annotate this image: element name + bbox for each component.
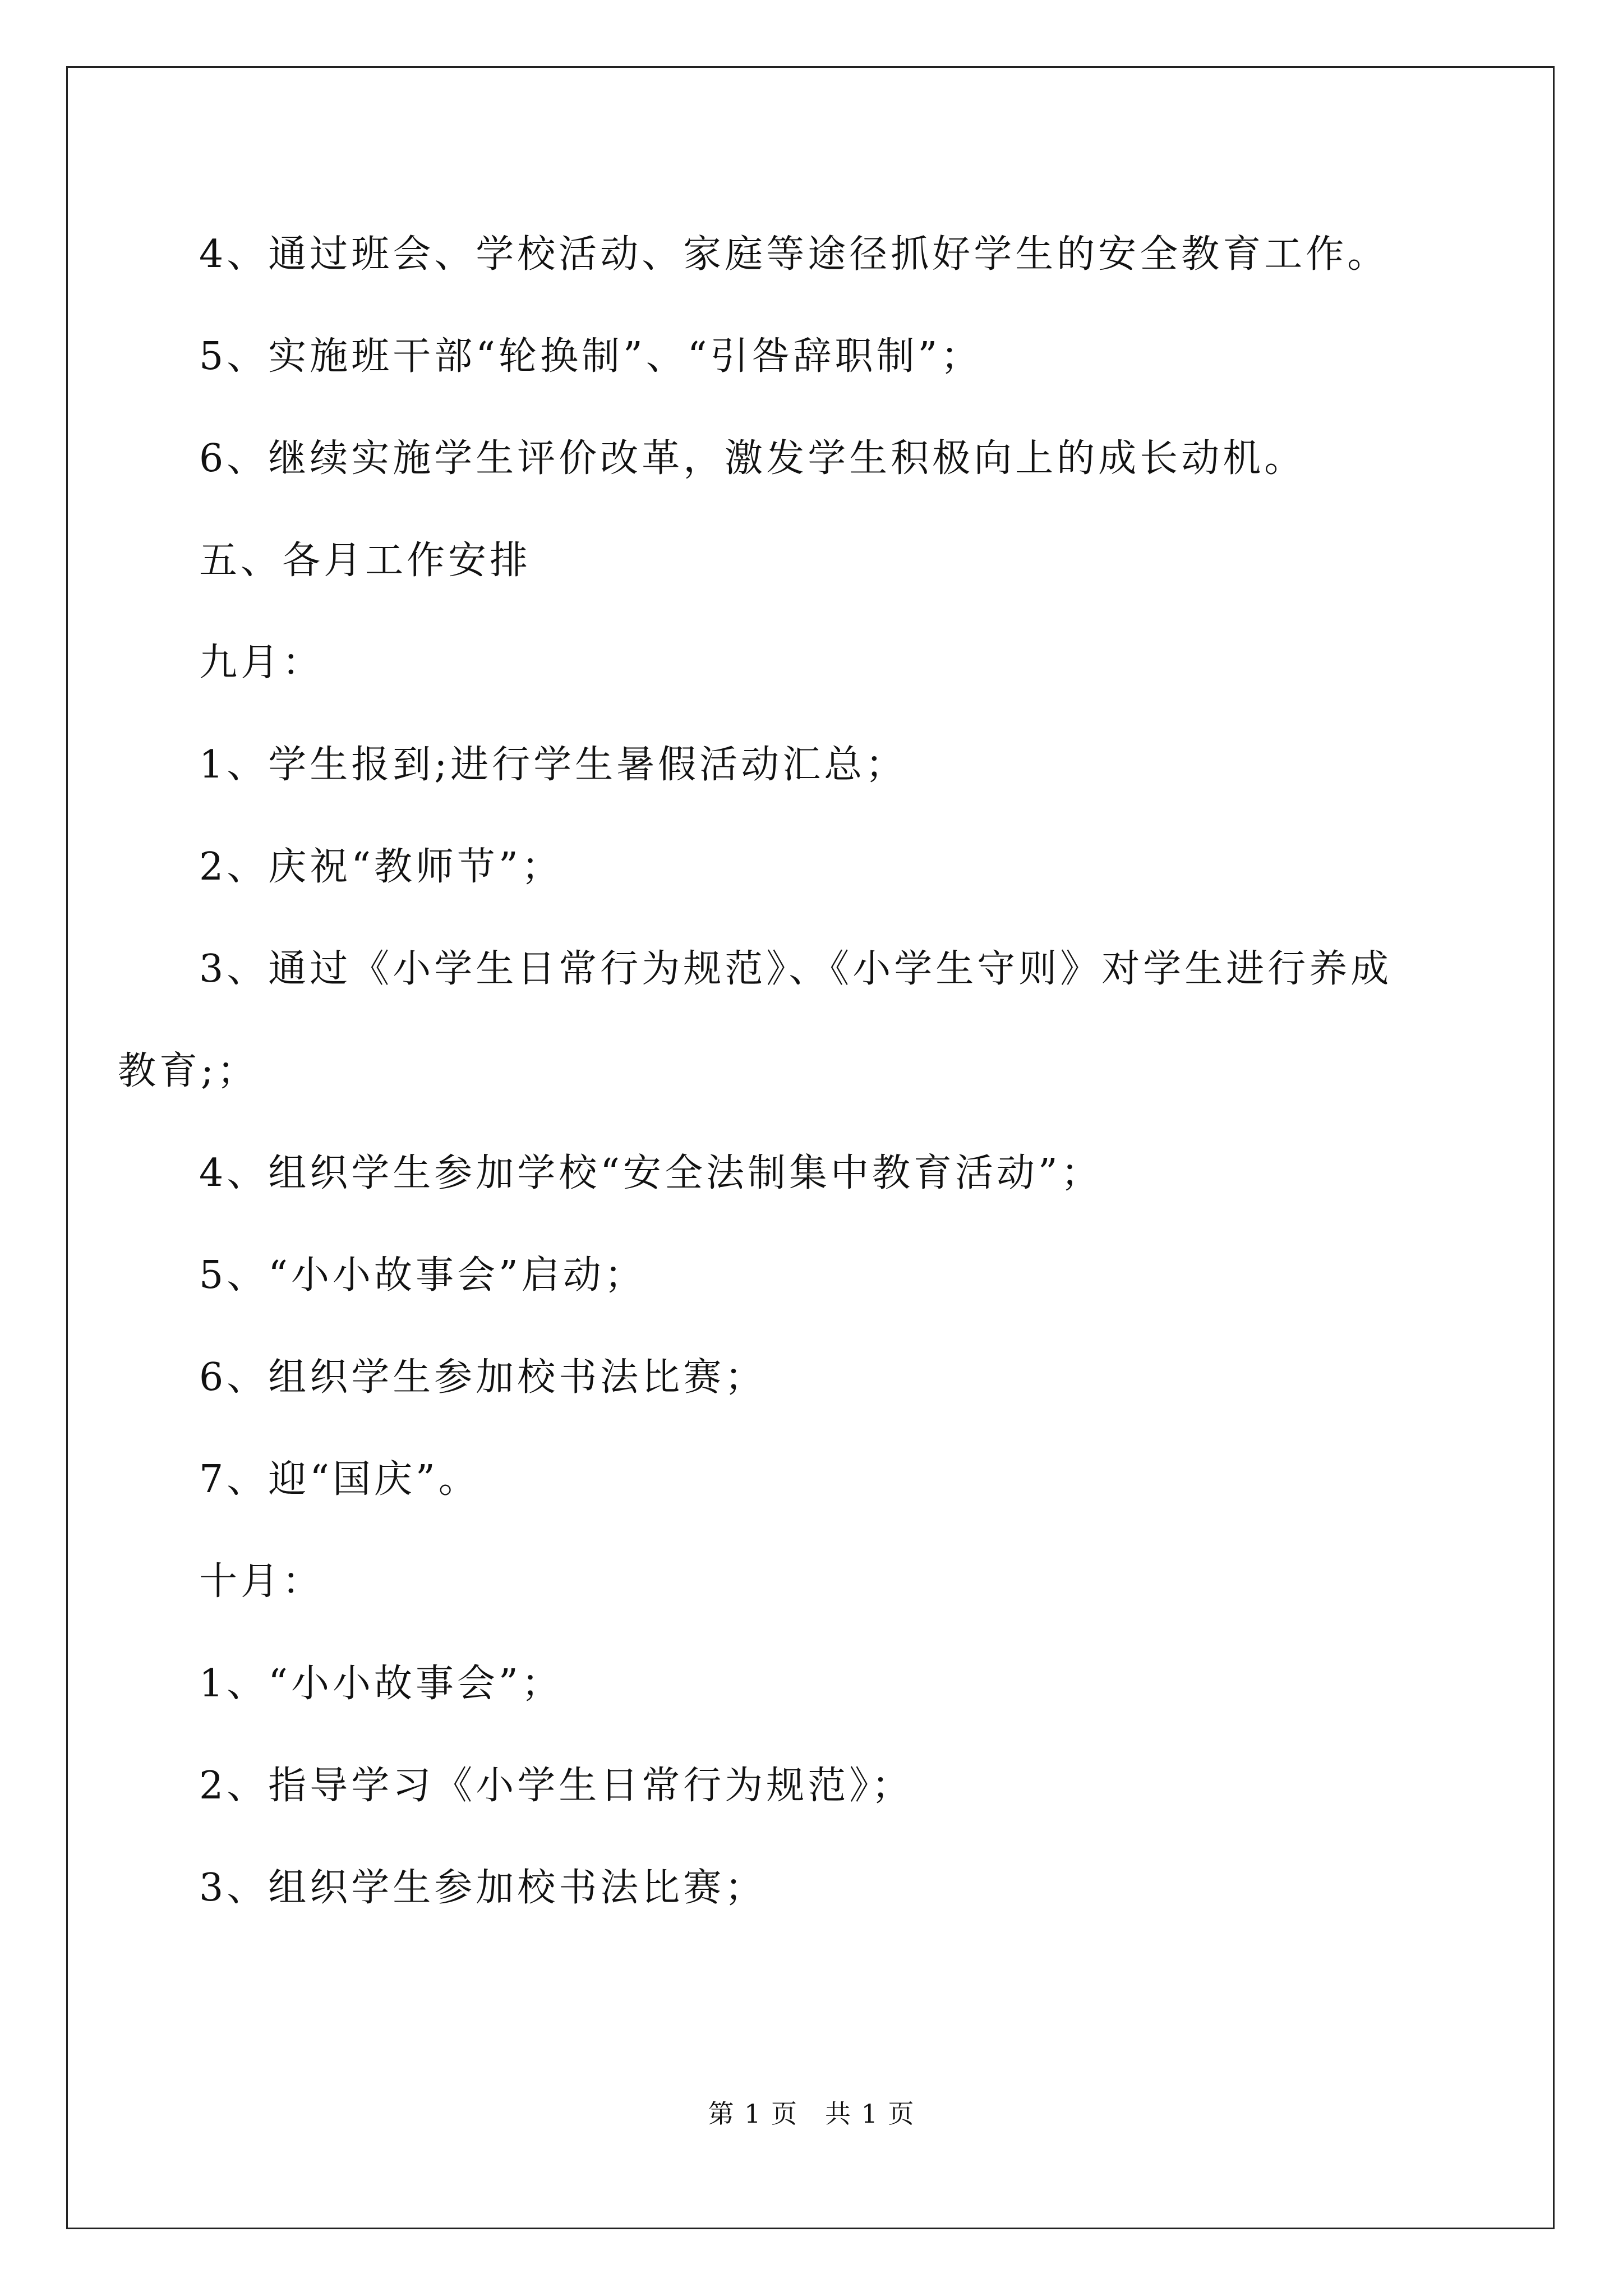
paragraph-line: 3、通过《小学生日常行为规范》、《小学生守则》对学生进行养成 xyxy=(199,947,1393,991)
paragraph-line: 6、继续实施学生评价改革，激发学生积极向上的成长动机。 xyxy=(199,436,1306,481)
paragraph-line: 3、组织学生参加校书法比赛； xyxy=(199,1866,767,1910)
paragraph-line: 4、组织学生参加学校“安全法制集中教育活动”； xyxy=(199,1151,1103,1195)
paragraph-line: 5、“小小故事会”启动； xyxy=(199,1253,646,1297)
section-heading: 五、各月工作安排 xyxy=(199,539,532,583)
paragraph-line: 5、实施班干部“轮换制”、“引咎辞职制”； xyxy=(199,334,983,379)
paragraph-line: 1、“小小故事会”； xyxy=(199,1662,563,1706)
paragraph-line: 2、指导学习《小学生日常行为规范》； xyxy=(199,1764,914,1808)
paragraph-line: 2、庆祝“教师节”； xyxy=(199,845,563,889)
paragraph-line: 6、组织学生参加校书法比赛； xyxy=(199,1355,767,1400)
paragraph-line: 4、通过班会、学校活动、家庭等途径抓好学生的安全教育工作。 xyxy=(199,232,1389,277)
paragraph-line: 7、迎“国庆”。 xyxy=(199,1457,480,1502)
paragraph-line: 1、学生报到;进行学生暑假活动汇总； xyxy=(199,743,907,787)
paragraph-continuation: 教育;； xyxy=(118,1049,259,1093)
month-heading: 十月： xyxy=(199,1559,324,1604)
page-footer: 第 1 页 共 1 页 xyxy=(708,2099,915,2129)
month-heading: 九月： xyxy=(199,641,324,685)
